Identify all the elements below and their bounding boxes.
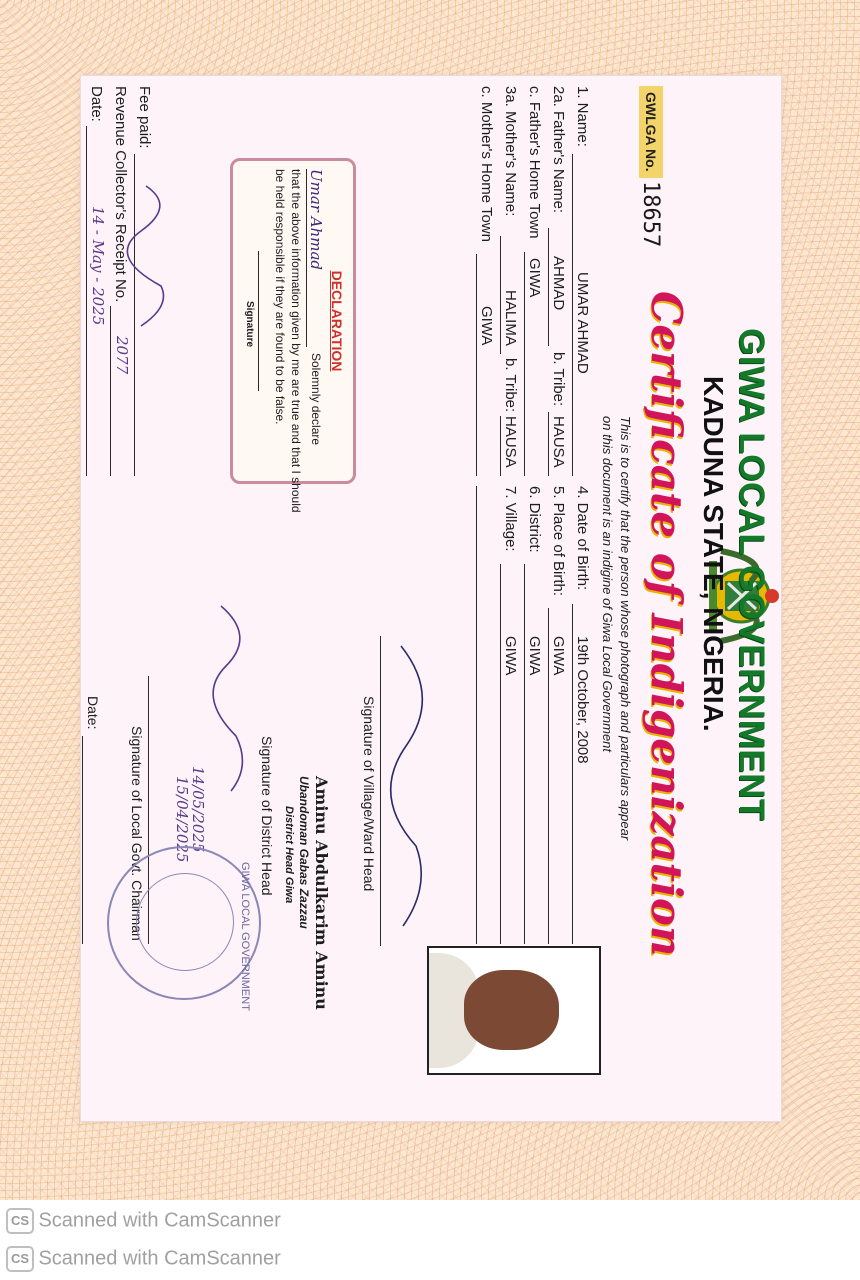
declaration-signature-line: [258, 251, 259, 391]
fee-paid-signature: [121, 176, 181, 336]
mother-tribe-value: HAUSA: [502, 416, 519, 468]
gwlga-number: 18657: [638, 181, 663, 248]
father-tribe-label: b. Tribe:: [550, 352, 567, 407]
scanner-text-2: Scanned with CamScanner: [38, 1247, 281, 1270]
passport-photo: [427, 946, 601, 1075]
scanner-watermark-2: [6, 1246, 281, 1272]
receipt-value: 2077: [113, 336, 131, 375]
father-name-label: 2a. Father's Name:: [550, 86, 567, 214]
father-tribe-line: [548, 412, 549, 476]
date-of-birth-value: 19th October, 2008: [574, 636, 591, 764]
date-right-label: Date:: [85, 696, 101, 730]
name-value: UMAR AHMAD: [574, 272, 591, 374]
village-line: [500, 564, 501, 944]
district-value: GIWA: [526, 636, 543, 676]
place-of-birth-line: [548, 608, 549, 944]
district-line: [524, 564, 525, 944]
date-of-birth-label: 4. Date of Birth:: [574, 486, 591, 591]
father-name-value: AHMAD: [550, 256, 567, 311]
declaration-text-3: be held responsible if they are found to be false.: [273, 169, 287, 425]
intro-line-2: on this document is an indigine of Giwa Local Government: [600, 416, 615, 753]
chief-title-2: District Head Giwa: [283, 806, 295, 904]
official-stamp-seal: [107, 846, 261, 1011]
father-hometown-label: c. Father's Home Town: [526, 86, 543, 239]
mother-name-label: 3a. Mother's Name:: [502, 86, 519, 217]
declaration-text-1: Solemnly declare: [309, 353, 323, 446]
village-head-signature: [381, 636, 451, 936]
declarant-name-line: [306, 169, 307, 347]
father-hometown-value: GIWA: [526, 258, 543, 298]
chief-name: Aminu Abdulkarim Aminu: [312, 776, 331, 1010]
camscanner-logo-icon: CS: [6, 1208, 34, 1234]
date-left-value: 14 - May - 2025: [89, 206, 107, 326]
extra-field-line: [476, 486, 477, 944]
seal-inner-ring: [136, 873, 234, 971]
name-label: 1. Name:: [574, 86, 591, 147]
intro-line-1: This is to certify that the person whose photograph and particulars appear: [618, 416, 633, 841]
district-date-value: 14/05/2025: [189, 766, 207, 853]
district-label: 6. District:: [526, 486, 543, 553]
father-hometown-line: [524, 252, 525, 476]
father-tribe-value: HAUSA: [550, 416, 567, 468]
gwlga-label: GWLGA No.: [639, 86, 663, 178]
village-head-signature-label: Signature of Village/Ward Head: [361, 696, 377, 892]
scanner-text-1: Scanned with CamScanner: [38, 1209, 281, 1232]
fee-paid-label: Fee paid:: [136, 86, 153, 149]
mother-hometown-line: [476, 254, 477, 476]
chairman-date-value: 15/04/2025: [173, 776, 191, 863]
date-left-label: Date:: [88, 86, 105, 122]
rotated-certificate-content: [81, 76, 781, 1121]
date-left-line: [86, 126, 87, 476]
place-of-birth-label: 5. Place of Birth:: [550, 486, 567, 597]
mother-tribe-label: b. Tribe:: [502, 358, 519, 413]
district-head-signature: [201, 596, 261, 796]
mother-tribe-line: [500, 416, 501, 476]
receipt-label: Revenue Collector's Receipt No.: [112, 86, 129, 303]
certificate-title: Certificate of Indigenization: [642, 291, 691, 957]
mother-hometown-value: GIWA: [478, 306, 495, 346]
village-value: GIWA: [502, 636, 519, 676]
certificate-inner-panel: [80, 75, 782, 1122]
date-of-birth-line: [572, 604, 573, 944]
mother-hometown-label: c. Mother's Home Town: [478, 86, 495, 242]
declaration-signature-label: Signature: [244, 301, 255, 348]
chief-title-1: Ubandoman Gabas Zazzau: [297, 776, 311, 929]
district-head-signature-label: Signature of District Head: [259, 736, 275, 896]
declarant-handwritten-name: Umar Ahmad: [307, 169, 325, 271]
chairman-signature-label: Signature of Local Govt. Chairman: [129, 726, 145, 941]
declaration-box: [230, 158, 356, 513]
mother-name-value: HALIMA: [502, 290, 519, 346]
state-title: KADUNA STATE, NIGERIA.: [698, 376, 729, 732]
village-label: 7. Village:: [502, 486, 519, 552]
government-title: GIWA LOCAL GOVERNMENT: [732, 328, 771, 821]
date-right-line: [82, 736, 83, 944]
declaration-title: DECLARATION: [329, 270, 345, 372]
place-of-birth-value: GIWA: [550, 636, 567, 676]
camscanner-logo-icon: CS: [6, 1246, 34, 1272]
father-name-line: [548, 228, 549, 346]
name-line: [572, 154, 573, 476]
receipt-line: [110, 306, 111, 476]
scanner-watermark-1: [6, 1208, 281, 1234]
photo-face: [464, 970, 559, 1050]
declaration-text-2: that the above information given by me are true and that I should: [289, 169, 303, 513]
seal-text: GIWA LOCAL GOVERNMENT: [239, 862, 251, 1011]
gwlga-number-block: [635, 86, 663, 248]
mother-name-line: [500, 236, 501, 354]
